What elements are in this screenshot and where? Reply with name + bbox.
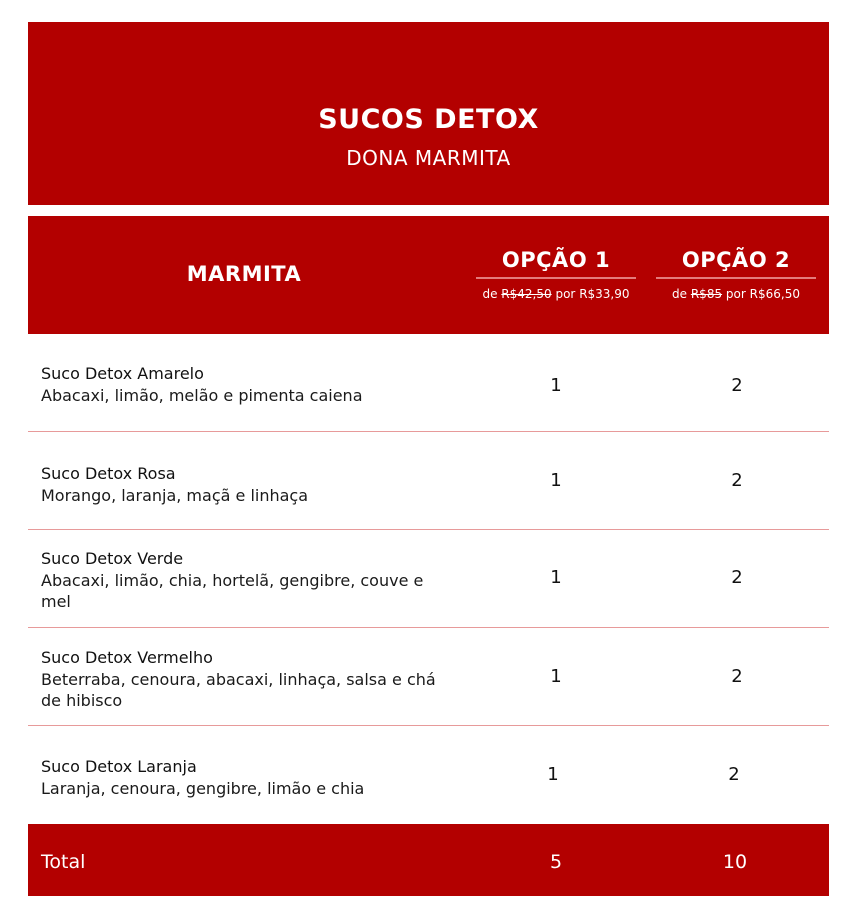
total-label: Total <box>41 851 86 873</box>
option-1-old-price: R$42,50 <box>501 287 552 301</box>
option-2-price-mid: por <box>725 287 746 301</box>
juice-ingredients: Beterraba, cenoura, abacaxi, linhaça, salsa e chá de hibisco <box>41 670 436 710</box>
juice-name: Suco Detox Amarelo <box>41 364 204 383</box>
option-2-old-price: R$85 <box>690 287 723 301</box>
row-description <box>41 548 441 612</box>
column-header-option-2 <box>656 248 816 301</box>
row-description <box>41 647 441 711</box>
option-1-qty: 1 <box>550 375 562 396</box>
juice-ingredients: Abacaxi, limão, melão e pimenta caiena <box>41 386 363 405</box>
option-2-qty: 2 <box>728 764 740 785</box>
juice-ingredients: Laranja, cenoura, gengibre, limão e chia <box>41 779 365 798</box>
table-row <box>28 530 829 628</box>
option-2-price <box>656 287 816 301</box>
page-subtitle: DONA MARMITA <box>346 146 511 170</box>
table-row <box>28 628 829 726</box>
option-1-price-mid: por <box>555 287 576 301</box>
table-row <box>28 726 829 822</box>
juice-name: Suco Detox Rosa <box>41 464 176 483</box>
juice-ingredients: Morango, laranja, maçã e linhaça <box>41 486 309 505</box>
total-row <box>28 824 829 896</box>
page-title: SUCOS DETOX <box>318 104 539 135</box>
option-2-qty: 2 <box>731 567 743 588</box>
table-row <box>28 334 829 432</box>
option-2-qty: 2 <box>731 375 743 396</box>
option-1-qty: 1 <box>550 567 562 588</box>
row-description <box>41 363 441 406</box>
option-1-qty: 1 <box>550 470 562 491</box>
table-header <box>28 216 829 334</box>
option-2-new-price: R$66,50 <box>749 287 800 301</box>
table-row <box>28 432 829 530</box>
option-2-price-prefix: de <box>672 287 688 301</box>
option-2-qty: 2 <box>731 666 743 687</box>
option-1-price-prefix: de <box>482 287 498 301</box>
option-1-qty: 1 <box>547 764 559 785</box>
juice-name: Suco Detox Verde <box>41 549 184 568</box>
total-option-2: 10 <box>722 851 748 873</box>
option-2-title: OPÇÃO 2 <box>656 248 816 279</box>
table-body <box>28 334 829 822</box>
option-1-price <box>476 287 636 301</box>
juice-name: Suco Detox Laranja <box>41 757 197 776</box>
row-description <box>41 756 441 799</box>
option-1-new-price: R$33,90 <box>579 287 630 301</box>
column-header-marmita: MARMITA <box>186 262 302 286</box>
option-2-qty: 2 <box>731 470 743 491</box>
row-description <box>41 463 441 506</box>
total-option-1: 5 <box>549 851 563 873</box>
juice-ingredients: Abacaxi, limão, chia, hortelã, gengibre, couve e mel <box>41 571 424 611</box>
option-1-qty: 1 <box>550 666 562 687</box>
option-1-title: OPÇÃO 1 <box>476 248 636 279</box>
column-header-option-1 <box>476 248 636 301</box>
header-banner <box>28 22 829 205</box>
juice-name: Suco Detox Vermelho <box>41 648 213 667</box>
